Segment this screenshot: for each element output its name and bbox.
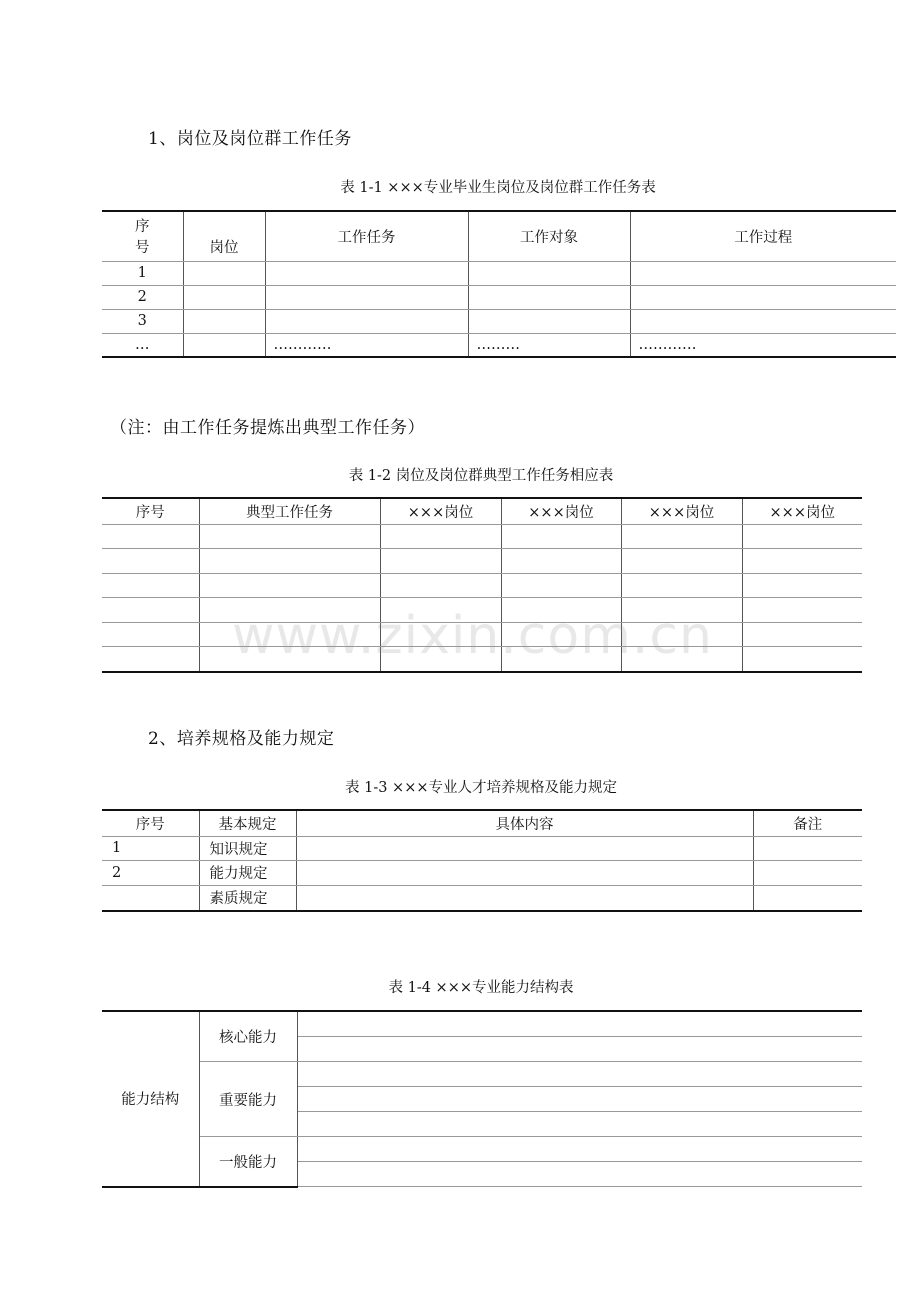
table2-header-post: ×××岗位 — [501, 498, 621, 524]
table1-cell-seq: 2 — [102, 285, 183, 309]
table3-cell-basic: 能力规定 — [199, 860, 296, 885]
table1-cell-post — [183, 261, 265, 285]
table4-cell — [297, 1011, 862, 1037]
table2-cell — [501, 573, 621, 597]
table-row — [102, 1137, 862, 1162]
table2-cell — [199, 548, 380, 573]
table2-cell — [501, 548, 621, 573]
table3-cell-remark — [753, 860, 862, 885]
table3-header-seq: 序号 — [102, 810, 199, 836]
table1-cell-object: ……… — [468, 333, 630, 357]
table2-cell — [102, 548, 199, 573]
table4-structure-label: 能力结构 — [102, 1011, 199, 1187]
table1-header-seq-line2: 号 — [135, 240, 150, 257]
table4-cell — [297, 1162, 862, 1187]
table1-header-task: 工作任务 — [265, 211, 468, 261]
table2-cell — [380, 573, 501, 597]
table4 — [102, 1010, 862, 1188]
table1-header-seq-line1: 序 — [135, 219, 150, 236]
table4-caption: 表 1-4 ×××专业能力结构表 — [388, 980, 574, 996]
table1-cell-task — [265, 309, 468, 333]
table1-cell-process — [630, 309, 896, 333]
table2-cell — [621, 573, 742, 597]
table1-header-process: 工作过程 — [630, 211, 896, 261]
table3-cell-seq: 2 — [102, 860, 199, 885]
table3-caption: 表 1-3 ×××专业人才培养规格及能力规定 — [344, 780, 617, 796]
table1-cell-post — [183, 333, 265, 357]
table1-cell-task — [265, 261, 468, 285]
table1-cell-process — [630, 285, 896, 309]
table4-cell — [297, 1087, 862, 1112]
table1-cell-seq: 3 — [102, 309, 183, 333]
table2-cell — [199, 524, 380, 548]
table1-header-row — [102, 211, 896, 261]
table1-caption: 表 1-1 ×××专业毕业生岗位及岗位群工作任务表 — [340, 180, 656, 196]
table1-cell-post — [183, 285, 265, 309]
section2-heading: 2、培养规格及能力规定 — [148, 729, 335, 749]
table2-header-typical-task: 典型工作任务 — [199, 498, 380, 524]
table1-cell-task — [265, 285, 468, 309]
table2-cell — [742, 646, 862, 672]
table3-header-row — [102, 810, 862, 836]
table2-header-post: ×××岗位 — [380, 498, 501, 524]
table1-cell-seq: 1 — [102, 261, 183, 285]
table2-cell — [621, 524, 742, 548]
section1-heading: 1、岗位及岗位群工作任务 — [148, 129, 352, 149]
table-row — [102, 285, 896, 309]
table3-cell-remark — [753, 836, 862, 860]
table2-header-post: ×××岗位 — [621, 498, 742, 524]
table1-cell-object — [468, 309, 630, 333]
table3-header-basic: 基本规定 — [199, 810, 296, 836]
table2-caption: 表 1-2 岗位及岗位群典型工作任务相应表 — [348, 468, 614, 484]
table2-cell — [501, 524, 621, 548]
table1-cell-process — [630, 261, 896, 285]
table2-cell — [742, 548, 862, 573]
watermark-text: www.zixin.com.cn — [232, 606, 713, 666]
table-row — [102, 1011, 862, 1037]
table3-cell-seq — [102, 885, 199, 911]
table1-cell-object — [468, 285, 630, 309]
table3-header-content: 具体内容 — [296, 810, 753, 836]
table-row — [102, 333, 896, 357]
table4-cell — [297, 1062, 862, 1087]
table3-cell-basic: 素质规定 — [199, 885, 296, 911]
table-row — [102, 309, 896, 333]
table4-cell — [297, 1112, 862, 1137]
table2-header-row — [102, 498, 862, 524]
table2-cell — [102, 524, 199, 548]
table4-group-core: 核心能力 — [199, 1011, 297, 1062]
table2-cell — [102, 573, 199, 597]
table3-header-remark: 备注 — [753, 810, 862, 836]
table1-cell-process: ………… — [630, 333, 896, 357]
table1-cell-object — [468, 261, 630, 285]
table3-cell-basic: 知识规定 — [199, 836, 296, 860]
table2-cell — [742, 622, 862, 646]
table-row — [102, 1062, 862, 1087]
table-row — [102, 524, 862, 548]
table4-cell — [297, 1037, 862, 1062]
table1-cell-task: ………… — [265, 333, 468, 357]
table-row — [102, 885, 862, 911]
table2-cell — [742, 597, 862, 622]
table2-cell — [742, 524, 862, 548]
table1-header-seq — [102, 211, 183, 261]
table4-group-general: 一般能力 — [199, 1137, 297, 1187]
table-row — [102, 860, 862, 885]
table2-header-post: ×××岗位 — [742, 498, 862, 524]
table1-header-object: 工作对象 — [468, 211, 630, 261]
table2-cell — [102, 622, 199, 646]
table3-cell-seq: 1 — [102, 836, 199, 860]
table2-cell — [380, 524, 501, 548]
table2-cell — [742, 573, 862, 597]
table3-cell-content — [296, 885, 753, 911]
table3-cell-content — [296, 836, 753, 860]
table3-cell-remark — [753, 885, 862, 911]
table1-header-post: 岗位 — [183, 211, 265, 261]
table3 — [102, 809, 862, 912]
table-row — [102, 836, 862, 860]
table2-header-seq: 序号 — [102, 498, 199, 524]
table-row — [102, 261, 896, 285]
table4-cell — [297, 1137, 862, 1162]
table-row — [102, 573, 862, 597]
table2-cell — [102, 597, 199, 622]
table2-cell — [199, 573, 380, 597]
table1-cell-seq: … — [102, 333, 183, 357]
table2-cell — [621, 548, 742, 573]
table2-cell — [102, 646, 199, 672]
table1 — [102, 210, 896, 358]
table2-cell — [380, 548, 501, 573]
table4-group-important: 重要能力 — [199, 1062, 297, 1137]
table1-cell-post — [183, 309, 265, 333]
table3-cell-content — [296, 860, 753, 885]
note-text: （注：由工作任务提炼出典型工作任务） — [110, 418, 425, 438]
table-row — [102, 548, 862, 573]
